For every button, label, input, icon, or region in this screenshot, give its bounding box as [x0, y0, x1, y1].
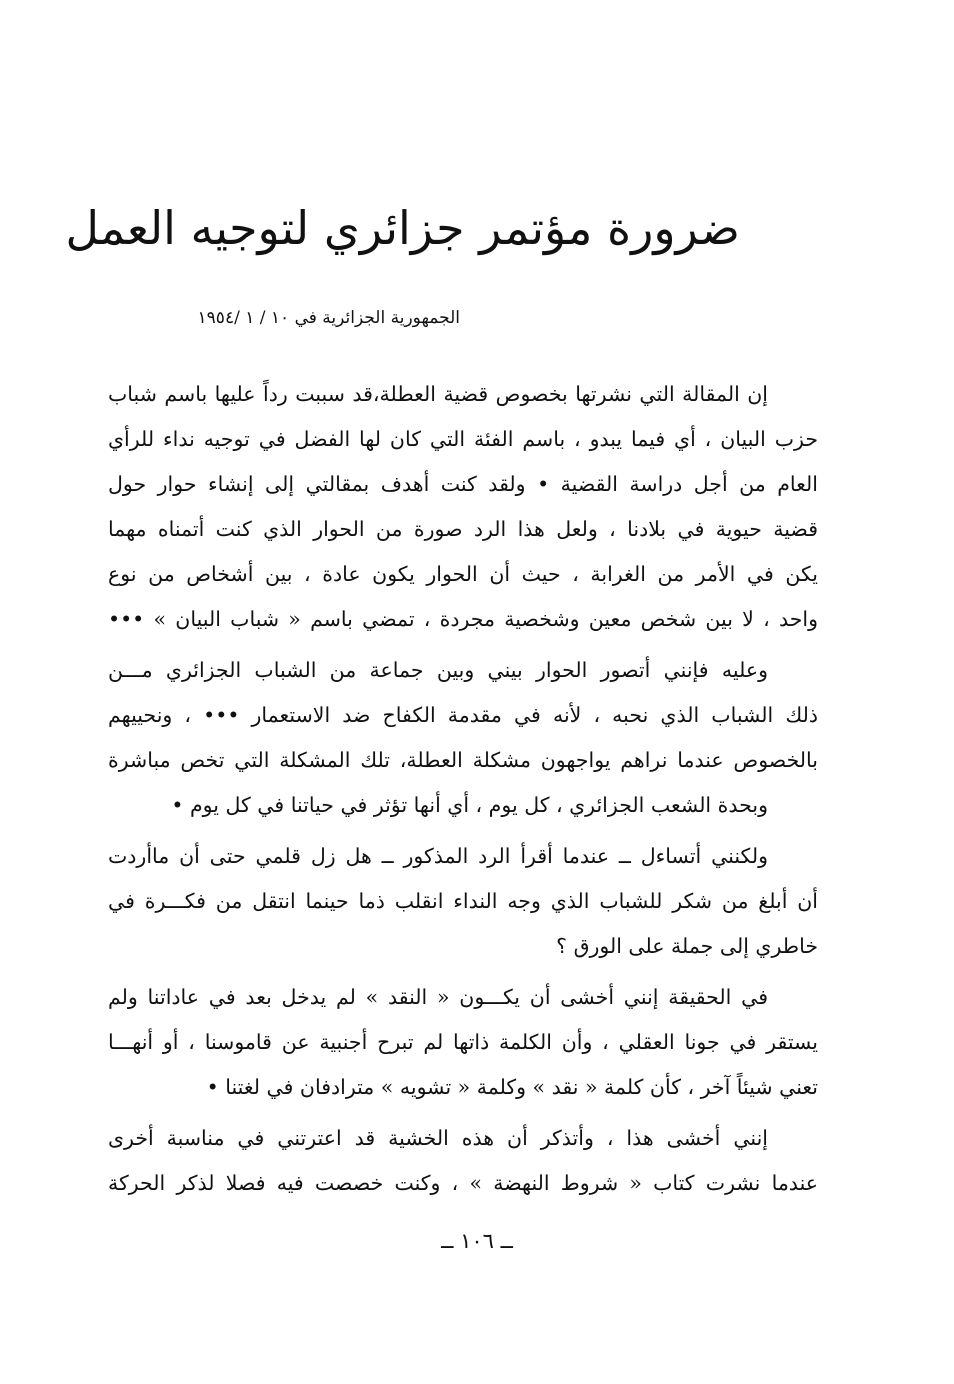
- text-line: خاطري إلى جملة على الورق ؟: [556, 934, 818, 958]
- text-line: إنني أخشى هذا ، وأتذكر أن هذه الخشية قد اعترتني في مناسبة أخرى: [108, 1126, 768, 1150]
- text-line: ذلك الشباب الذي نحبه ، لأنه في مقدمة الكفاح ضد الاستعمار ••• ، ونحييهم: [108, 703, 818, 727]
- text-line: يستقر في جونا العقلي ، وأن الكلمة ذاتها لم تبرح أجنبية عن قاموسنا ، أو أنهـــا: [108, 1030, 818, 1054]
- text-line: قضية حيوية في بلادنا ، ولعل هذا الرد صورة من الحوار الذي كنت أتمناه مهما: [108, 517, 818, 541]
- paragraph: [108, 975, 818, 1110]
- paragraph: [108, 648, 818, 828]
- text-line: وعليه فإنني أتصور الحوار بيني وبين جماعة من الشباب الجزائري مـــن: [108, 658, 768, 682]
- text-line: العام من أجل دراسة القضية • ولقد كنت أهدف بمقالتي إلى إنشاء حوار حول: [108, 472, 818, 496]
- text-line: وبحدة الشعب الجزائري ، كل يوم ، أي أنها تؤثر في حياتنا في كل يوم •: [171, 793, 768, 817]
- text-line: واحد ، لا بين شخص معين وشخصية مجردة ، تمضي باسم « شباب البيان » •••: [108, 607, 818, 631]
- article-source-date: الجمهورية الجزائرية في ١٠ / ١ /١٩٥٤: [197, 308, 460, 328]
- article-title: ضرورة مؤتمر جزائري لتوجيه العمل: [65, 201, 740, 255]
- text-line: بالخصوص عندما نراهم يواجهون مشكلة العطلة، تلك المشكلة التي تخص مباشرة: [108, 748, 818, 772]
- text-line: إن المقالة التي نشرتها بخصوص قضية العطلة،قد سببت رداً عليها باسم شباب: [108, 382, 768, 406]
- text-line: تعني شيئاً آخر ، كأن كلمة « نقد » وكلمة « تشويه » مترادفان في لغتنا •: [206, 1075, 818, 1099]
- text-line: في الحقيقة إنني أخشى أن يكـــون « النقد » لم يدخل بعد في عاداتنا ولم: [108, 985, 768, 1009]
- text-line: يكن في الأمر من الغرابة ، حيث أن الحوار يكون عادة ، بين أشخاص من نوع: [108, 562, 818, 586]
- paragraph: [108, 372, 818, 642]
- text-line: ولكنني أتساءل ــ عندما أقرأ الرد المذكور ــ هل زل قلمي حتى أن ماأردت: [108, 844, 768, 868]
- text-line: أن أبلغ من شكر للشباب الذي وجه النداء انقلب ذما حينما انتقل من فكـــرة في: [108, 889, 818, 913]
- paragraph: [108, 834, 818, 969]
- article-body: [108, 372, 818, 1212]
- page-number: ــ ١٠٦ ــ: [441, 1229, 513, 1253]
- text-line: عندما نشرت كتاب « شروط النهضة » ، وكنت خصصت فيه فصلا لذكر الحركة: [108, 1171, 818, 1195]
- text-line: حزب البيان ، أي فيما يبدو ، باسم الفئة التي كان لها الفضل في توجيه نداء للرأي: [108, 427, 818, 451]
- paragraph: [108, 1116, 818, 1206]
